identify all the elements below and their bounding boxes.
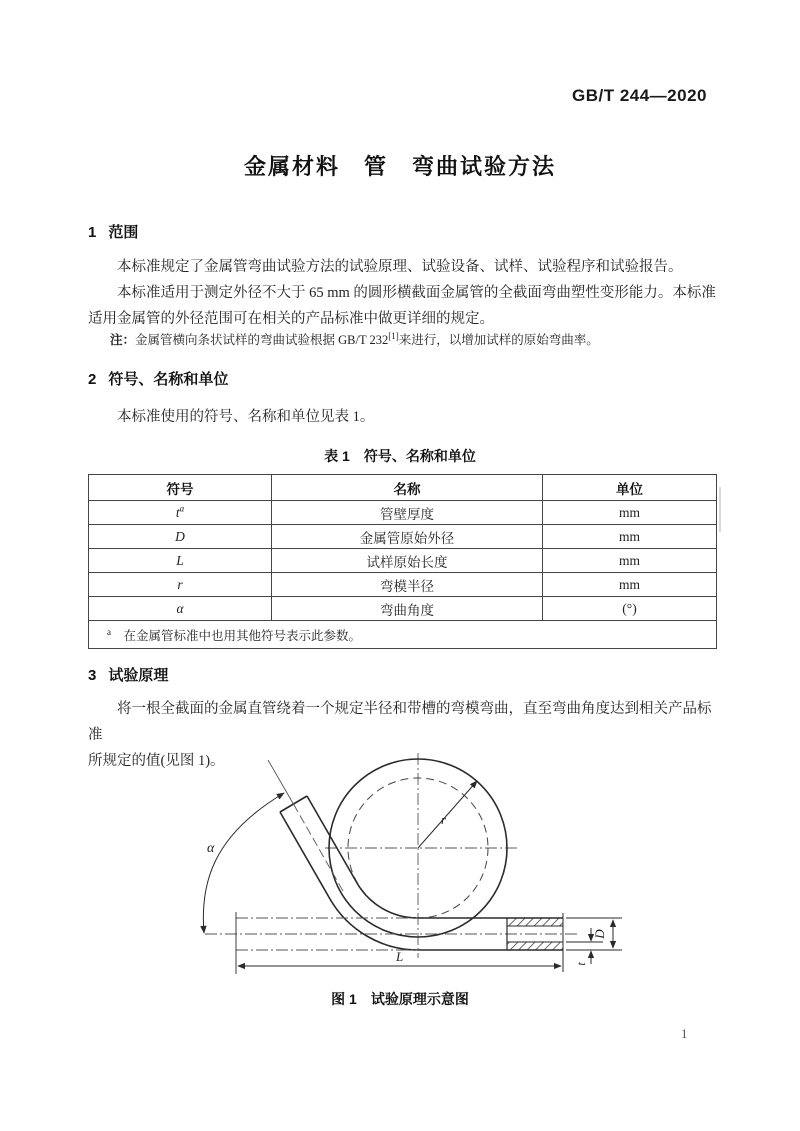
symbol-name: 管壁厚度 xyxy=(272,501,543,525)
footnote-text: 在金属管标准中也用其他符号表示此参数。 xyxy=(111,628,362,643)
radius-label: r xyxy=(441,812,447,827)
table-row xyxy=(89,573,717,597)
scan-artifact-line xyxy=(719,487,721,532)
symbols-table xyxy=(88,474,717,649)
thickness-label: t xyxy=(574,962,588,966)
section-2-heading xyxy=(88,368,228,389)
length-label: L xyxy=(396,949,404,964)
section-1-title: 范围 xyxy=(108,224,139,241)
section-2-paragraph-1: 本标准使用的符号、名称和单位见表 1。 xyxy=(117,409,375,425)
figure-1-schematic xyxy=(185,750,635,980)
symbol-name: 金属管原始外径 xyxy=(272,525,543,549)
section-3-title: 试验原理 xyxy=(108,667,169,684)
table-row xyxy=(89,597,717,621)
page-number: 1 xyxy=(681,1026,688,1041)
section-1-paragraph-2 xyxy=(88,280,716,332)
symbol: t xyxy=(175,504,180,520)
bend-angle-label: α xyxy=(207,841,215,856)
symbol: α xyxy=(176,600,184,616)
column-header-unit: 单位 xyxy=(543,475,717,501)
section-1-note xyxy=(88,331,738,349)
column-header-name: 名称 xyxy=(272,475,543,501)
tube-axis-extension-line xyxy=(268,760,294,805)
section-1-heading xyxy=(88,221,138,242)
symbol-unit: mm xyxy=(543,501,717,525)
table-row xyxy=(89,501,717,525)
table-footnote-row xyxy=(89,621,717,649)
section-1-number: 1 xyxy=(88,224,97,241)
symbol-unit: mm xyxy=(543,573,717,597)
symbol-name: 弯模半径 xyxy=(272,573,543,597)
footnote-marker: a xyxy=(107,626,111,637)
note-text: 金属管横向条状试样的弯曲试验根据 GB/T 232 xyxy=(135,333,389,347)
section-3-number: 3 xyxy=(88,667,97,684)
symbol-unit: mm xyxy=(543,549,717,573)
section-2-number: 2 xyxy=(88,371,97,388)
table-row xyxy=(89,525,717,549)
section-2-title: 符号、名称和单位 xyxy=(108,371,229,388)
diameter-label: D xyxy=(592,929,607,939)
table-row xyxy=(89,549,717,573)
paragraph-line: 本标准适用于测定外径不大于 65 mm 的圆形横截面金属管的全截面弯曲塑性变形能力。本标准 xyxy=(117,285,716,301)
note-reference-superscript: [1] xyxy=(388,330,399,341)
radius-arrow xyxy=(418,781,477,848)
symbol: r xyxy=(177,576,183,592)
bend-angle-arc xyxy=(203,793,284,933)
paragraph-line: 将一根全截面的金属直管绕着一个规定半径和带槽的弯模弯曲，直至弯曲角度达到相关产品标准 xyxy=(88,701,712,743)
paragraph-line: 所规定的值(见图 1)。 xyxy=(88,753,225,769)
document-title: 金属材料 管 弯曲试验方法 xyxy=(243,154,556,179)
symbol-name: 弯曲角度 xyxy=(272,597,543,621)
table-1-caption: 表 1 符号、名称和单位 xyxy=(324,448,476,464)
column-header-symbol: 符号 xyxy=(89,475,272,501)
standard-code: GB/T 244—2020 xyxy=(571,86,707,105)
tube-outer-edge xyxy=(280,812,563,950)
symbol-unit: (°) xyxy=(543,597,717,621)
note-label: 注： xyxy=(110,333,136,347)
note-text-tail: 来进行，以增加试样的原始弯曲率。 xyxy=(398,333,599,347)
symbol-unit: mm xyxy=(543,525,717,549)
symbol-name: 试样原始长度 xyxy=(272,549,543,573)
symbol: D xyxy=(175,528,185,544)
symbol: L xyxy=(176,552,184,568)
tube-wall-section-top xyxy=(507,918,563,926)
table-header-row xyxy=(89,475,717,501)
tube-wall-section-bottom xyxy=(507,942,563,950)
section-3-heading xyxy=(88,664,168,685)
section-1-paragraph-1: 本标准规定了金属管弯曲试验方法的试验原理、试验设备、试样、试验程序和试验报告。 xyxy=(117,259,683,275)
figure-1-caption: 图 1 试验原理示意图 xyxy=(331,991,469,1007)
paragraph-line: 适用金属管的外径范围可在相关的产品标准中做更详细的规定。 xyxy=(88,311,494,327)
symbol-superscript: a xyxy=(179,503,185,513)
